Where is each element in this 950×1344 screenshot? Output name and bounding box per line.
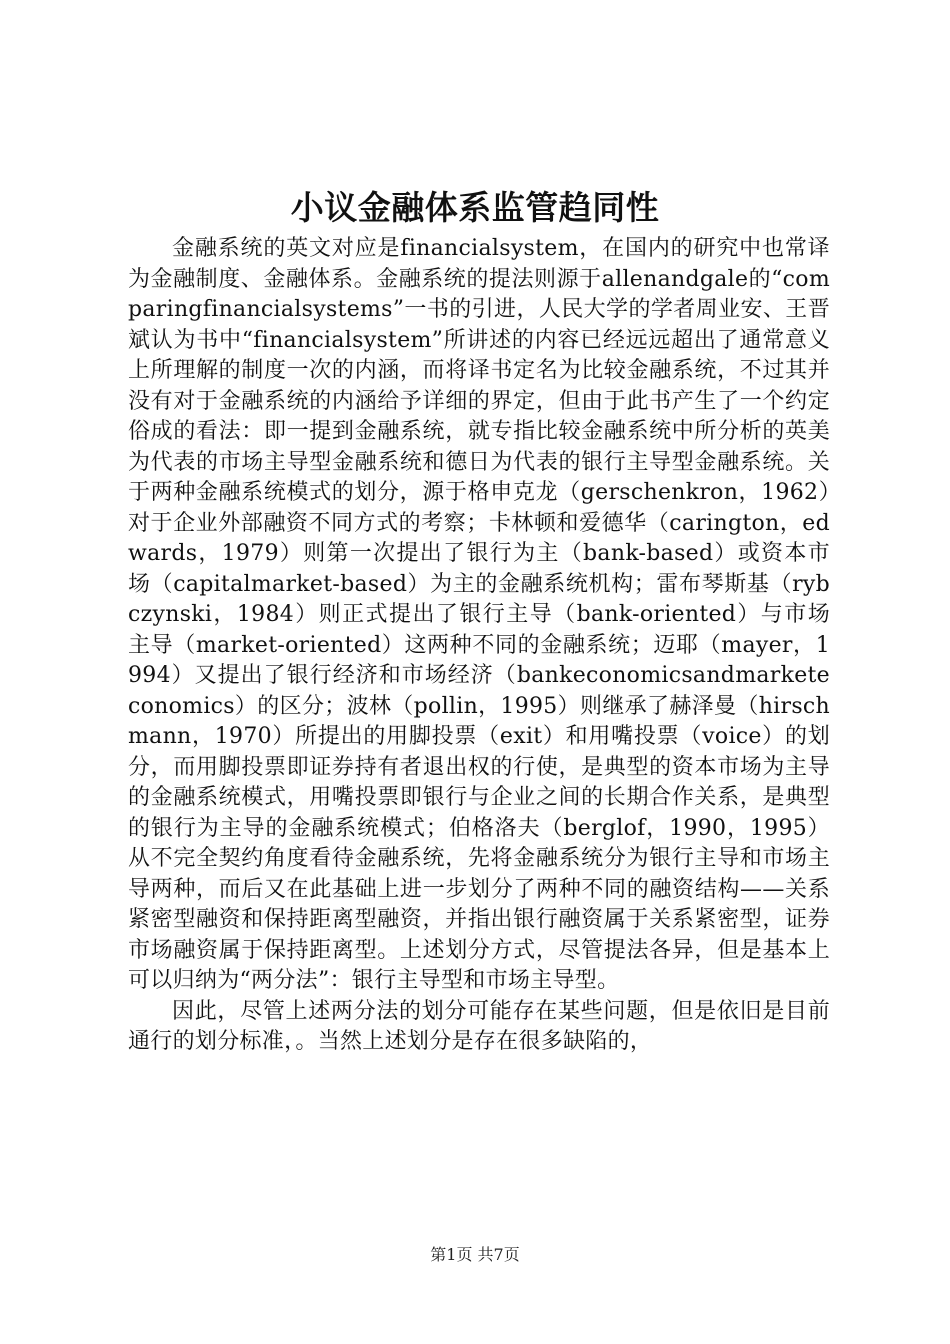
document-title: 小议金融体系监管趋同性 <box>290 188 660 227</box>
paragraph-1: 金融系统的英文对应是financialsystem，在国内的研究中也常译为金融制度、金融体系。金融系统的提法则源于allenandgale的“comparingfinancialsystems”一书的引进，人民大学的学者周业安、王晋斌认为书中“financialsystem”所讲述的内容已经远远超出了通常意义上所理解的制度一次的内涵，而将译书定名为比较金融系统，不过其并没有对于金融系统的内涵给予详细的界定，但由于此书产生了一个约定俗成的看法：即一提到金融系统，就专指比较金融系统中所分析的英美为代表的市场主导型金融系统和德日为代表的银行主导型金融系统。关于两种金融系统模式的划分，源于格申克龙（gerschenkron，1962）对于企业外部融资不同方式的考察；卡林顿和爱德华（carington，edwards，1979）则第一次提出了银行为主（bank-based）或资本市场（capitalmarket-based）为主的金融系统机构；雷布琴斯基（rybczynski，1984）则正式提出了银行主导（bank-oriented）与市场主导（market-oriented）这两种不同的金融系统；迈耶（mayer，1994）又提出了银行经济和市场经济（bankeconomicsandmarketeconomics）的区分；波林（pollin，1995）则继承了赫泽曼（hirschmann，1970）所提出的用脚投票（exit）和用嘴投票（voice）的划分，而用脚投票即证券持有者退出权的行使，是典型的资本市场为主导的金融系统模式，用嘴投票即银行与企业之间的长期合作关系，是典型的银行为主导的金融系统模式；伯格洛夫（berglof，1990，1995）从不完全契约角度看待金融系统，先将金融系统分为银行主导和市场主导两种，而后又在此基础上进一步划分了两种不同的融资结构——关系紧密型融资和保持距离型融资，并指出银行融资属于关系紧密型，证券市场融资属于保持距离型。上述划分方式，尽管提法各异，但是基本上可以归纳为“两分法”：银行主导型和市场主导型。 <box>128 236 830 993</box>
page-footer: 第1页 共7页 <box>430 1245 520 1264</box>
document-body <box>128 234 830 1058</box>
paragraph-2: 因此，尽管上述两分法的划分可能存在某些问题，但是依旧是目前通行的划分标准，。当然上述划分是存在很多缺陷的， <box>128 998 830 1054</box>
